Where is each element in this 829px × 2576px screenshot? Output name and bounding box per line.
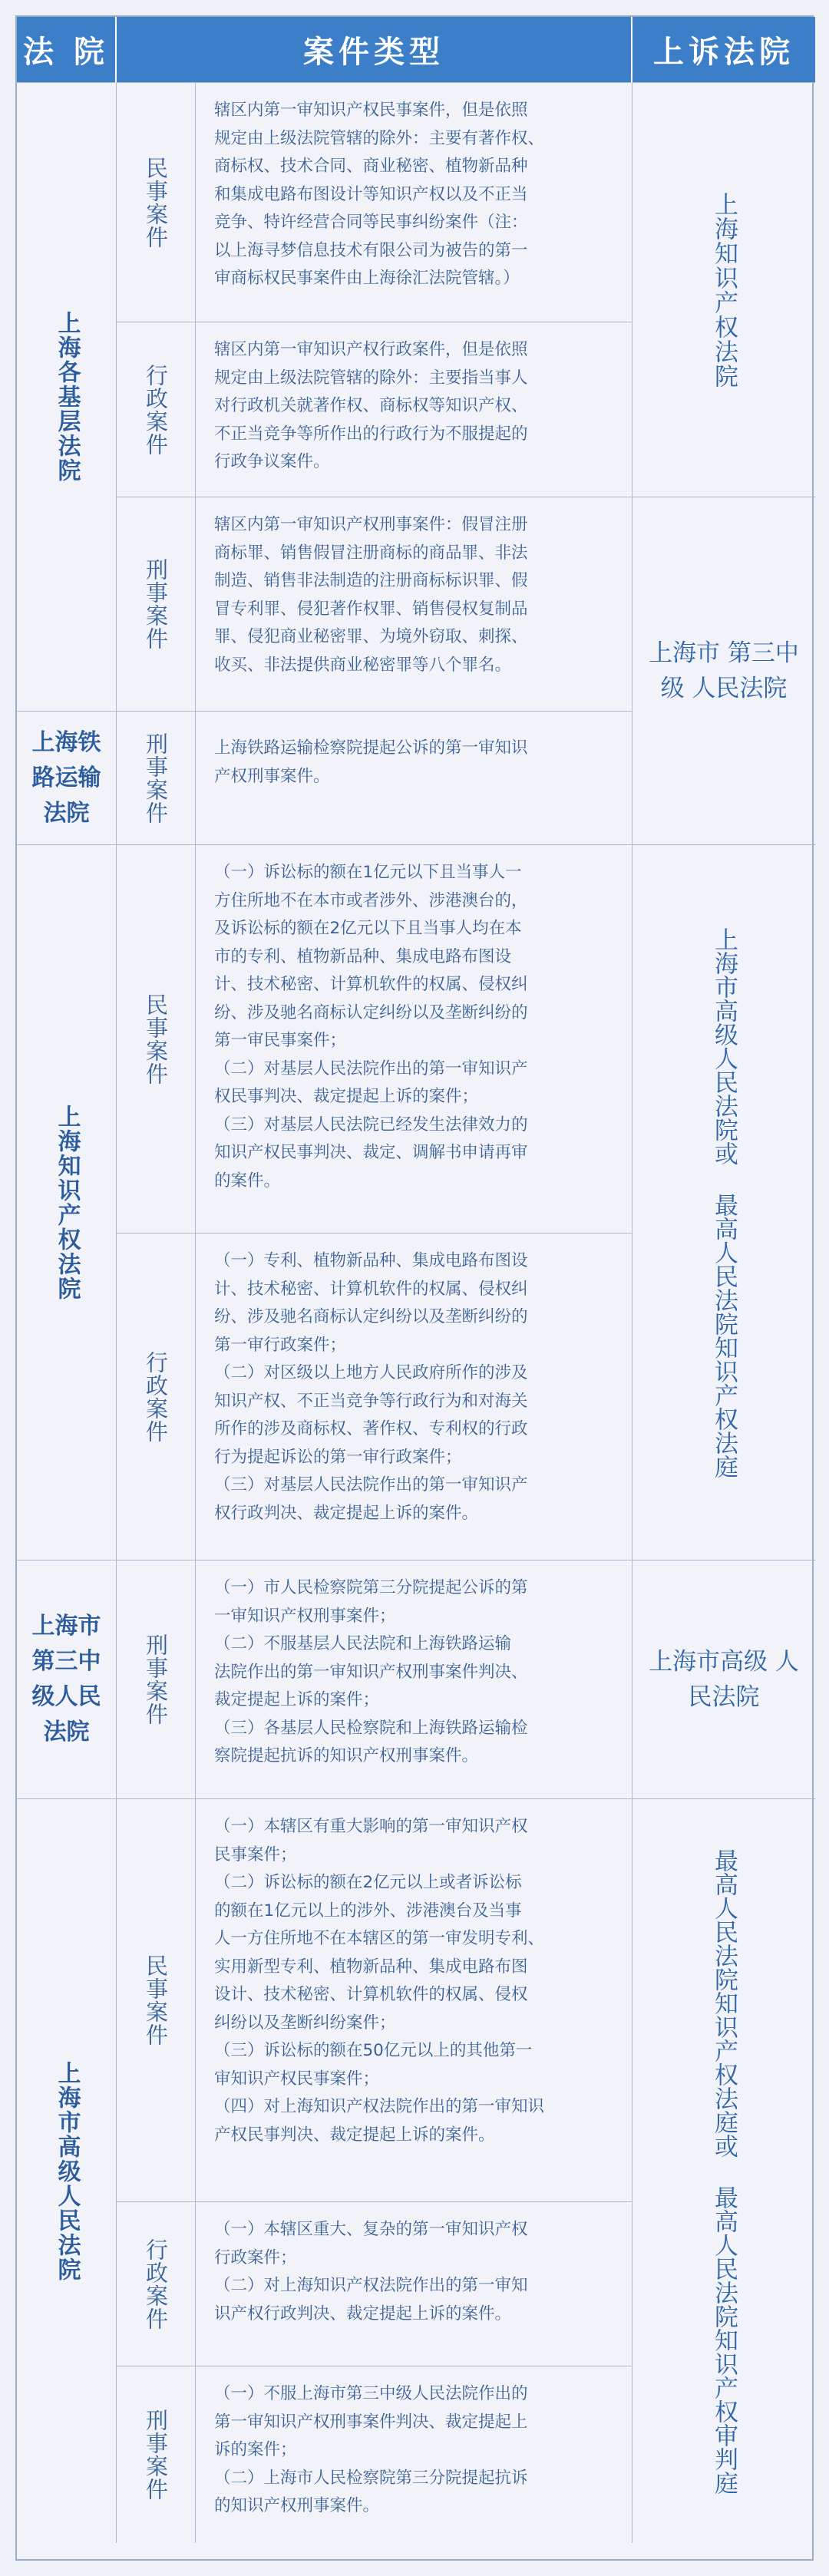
content-third-criminal: （一）市人民检察院第三分院提起公诉的第 一审知识产权刑事案件； （二）不服基层人民法院和上海铁路运输 法院作出的第一审知识产权刑事案件判决、 裁定提起上诉的案件； （三）各基层人民检察院和上海铁路运输检 察院提起抗诉的知识产权刑事案件。 <box>196 1560 632 1799</box>
type-admin: 行政案件 <box>117 1234 196 1560</box>
content-high-admin: （一）本辖区重大、复杂的第一审知识产权 行政案件； （二）对上海知识产权法院作出的第一审知 识产权行政判决、裁定提起上诉的案件。 <box>196 2202 632 2366</box>
content-basic-civil: 辖区内第一审知识产权民事案件，但是依照 规定由上级法院管辖的除外：主要有著作权、 商标权、技术合同、商业秘密、植物新品种 和集成电路布图设计等知识产权以及不正当 竞争、特许经营合同等民事纠纷案件（注： 以上海寻梦信息技术有限公司为被告的第一 审商标权民事案件由上海徐汇法院管辖。） <box>196 83 632 322</box>
type-civil: 民事案件 <box>117 1799 196 2202</box>
header-case-type: 案件类型 <box>117 17 632 83</box>
type-civil: 民事案件 <box>117 83 196 322</box>
content-railway-criminal: 上海铁路运输检察院提起公诉的第一审知识 产权刑事案件。 <box>196 712 632 845</box>
type-criminal: 刑事案件 <box>117 1560 196 1799</box>
court-high: 上海市高级人民法院 <box>17 1799 117 2543</box>
type-civil: 民事案件 <box>117 845 196 1234</box>
court-railway: 上海铁路运输法院 <box>17 712 117 845</box>
court-ip: 上海知识产权法院 <box>17 845 117 1560</box>
content-basic-criminal: 辖区内第一审知识产权刑事案件：假冒注册 商标罪、销售假冒注册商标的商品罪、非法 制造、销售非法制造的注册商标标识罪、假 冒专利罪、侵犯著作权罪、销售侵权复制品 罪、侵犯商业秘密罪、为境外窃取、刺探、 收买、非法提供商业秘密罪等八个罪名。 <box>196 497 632 712</box>
content-high-civil: （一）本辖区有重大影响的第一审知识产权 民事案件； （二）诉讼标的额在2亿元以上或者诉讼标 的额在1亿元以上的涉外、涉港澳台及当事 人一方住所地不在本辖区的第一审发明专利、 实用新型专利、植物新品种、集成电路布图 设计、技术秘密、计算机软件的权属、侵权 纠纷以及垄断纠纷案件； （三）诉讼标的额在50亿元以上的其他第一 审知识产权民事案件； （四）对上海知识产权法院作出的第一审知识 产权民事判决、裁定提起上诉的案件。 <box>196 1799 632 2202</box>
type-admin: 行政案件 <box>117 2202 196 2366</box>
content-high-criminal: （一）不服上海市第三中级人民法院作出的 第一审知识产权刑事案件判决、裁定提起上 诉的案件； （二）上海市人民检察院第三分院提起抗诉 的知识产权刑事案件。 <box>196 2366 632 2543</box>
header-court: 法 院 <box>17 17 117 83</box>
court-basic: 上海各基层法院 <box>17 83 117 712</box>
appeal-supreme-ip: 最高人民法院知识产权法庭或 最高人民法院知识产权审判庭 <box>710 1848 738 2495</box>
header-appeal-court: 上诉法院 <box>632 17 815 83</box>
content-ip-admin: （一）专利、植物新品种、集成电路布图设 计、技术秘密、计算机软件的权属、侵权纠 纷、涉及驰名商标认定纠纷以及垄断纠纷的 第一审行政案件； （二）对区级以上地方人民政府所作的涉及 知识产权、不正当竞争等行政行为和对海关 所作的涉及商标权、著作权、专利权的行政 行为提起诉讼的第一审行政案件； （三）对基层人民法院作出的第一审知识产 权行政判决、裁定提起上诉的案件。 <box>196 1234 632 1560</box>
type-criminal: 刑事案件 <box>117 2366 196 2543</box>
content-ip-civil: （一）诉讼标的额在1亿元以下且当事人一 方住所地不在本市或者涉外、涉港澳台的， 及诉讼标的额在2亿元以下且当事人均在本 市的专利、植物新品种、集成电路布图设 计、技术秘密、计算机软件的权属、侵权纠 纷、涉及驰名商标认定纠纷以及垄断纠纷的 第一审民事案件； （二）对基层人民法院作出的第一审知识产 权民事判决、裁定提起上诉的案件； （三）对基层人民法院已经发生法律效力的 知识产权民事判决、裁定、调解书申请再审 的案件。 <box>196 845 632 1234</box>
court-jurisdiction-table <box>15 15 814 2561</box>
type-criminal: 刑事案件 <box>117 712 196 845</box>
appeal-third-intermediate: 上海市 第三中级 人民法院 <box>632 497 815 845</box>
type-admin: 行政案件 <box>117 322 196 497</box>
court-third-intermediate: 上海市第三中级人民法院 <box>17 1560 117 1799</box>
content-basic-admin: 辖区内第一审知识产权行政案件，但是依照 规定由上级法院管辖的除外：主要指当事人 对行政机关就著作权、商标权等知识产权、 不正当竞争等所作出的行政行为不服提起的 行政争议案件。 <box>196 322 632 497</box>
appeal-high-or-supreme: 上海市高级人民法院或 最高人民法院知识产权法庭 <box>632 845 815 1560</box>
appeal-ip-court: 上海知识产权法院 <box>632 83 815 497</box>
appeal-high-court: 上海市高级 人民法院 <box>632 1560 815 1799</box>
type-criminal: 刑事案件 <box>117 497 196 712</box>
